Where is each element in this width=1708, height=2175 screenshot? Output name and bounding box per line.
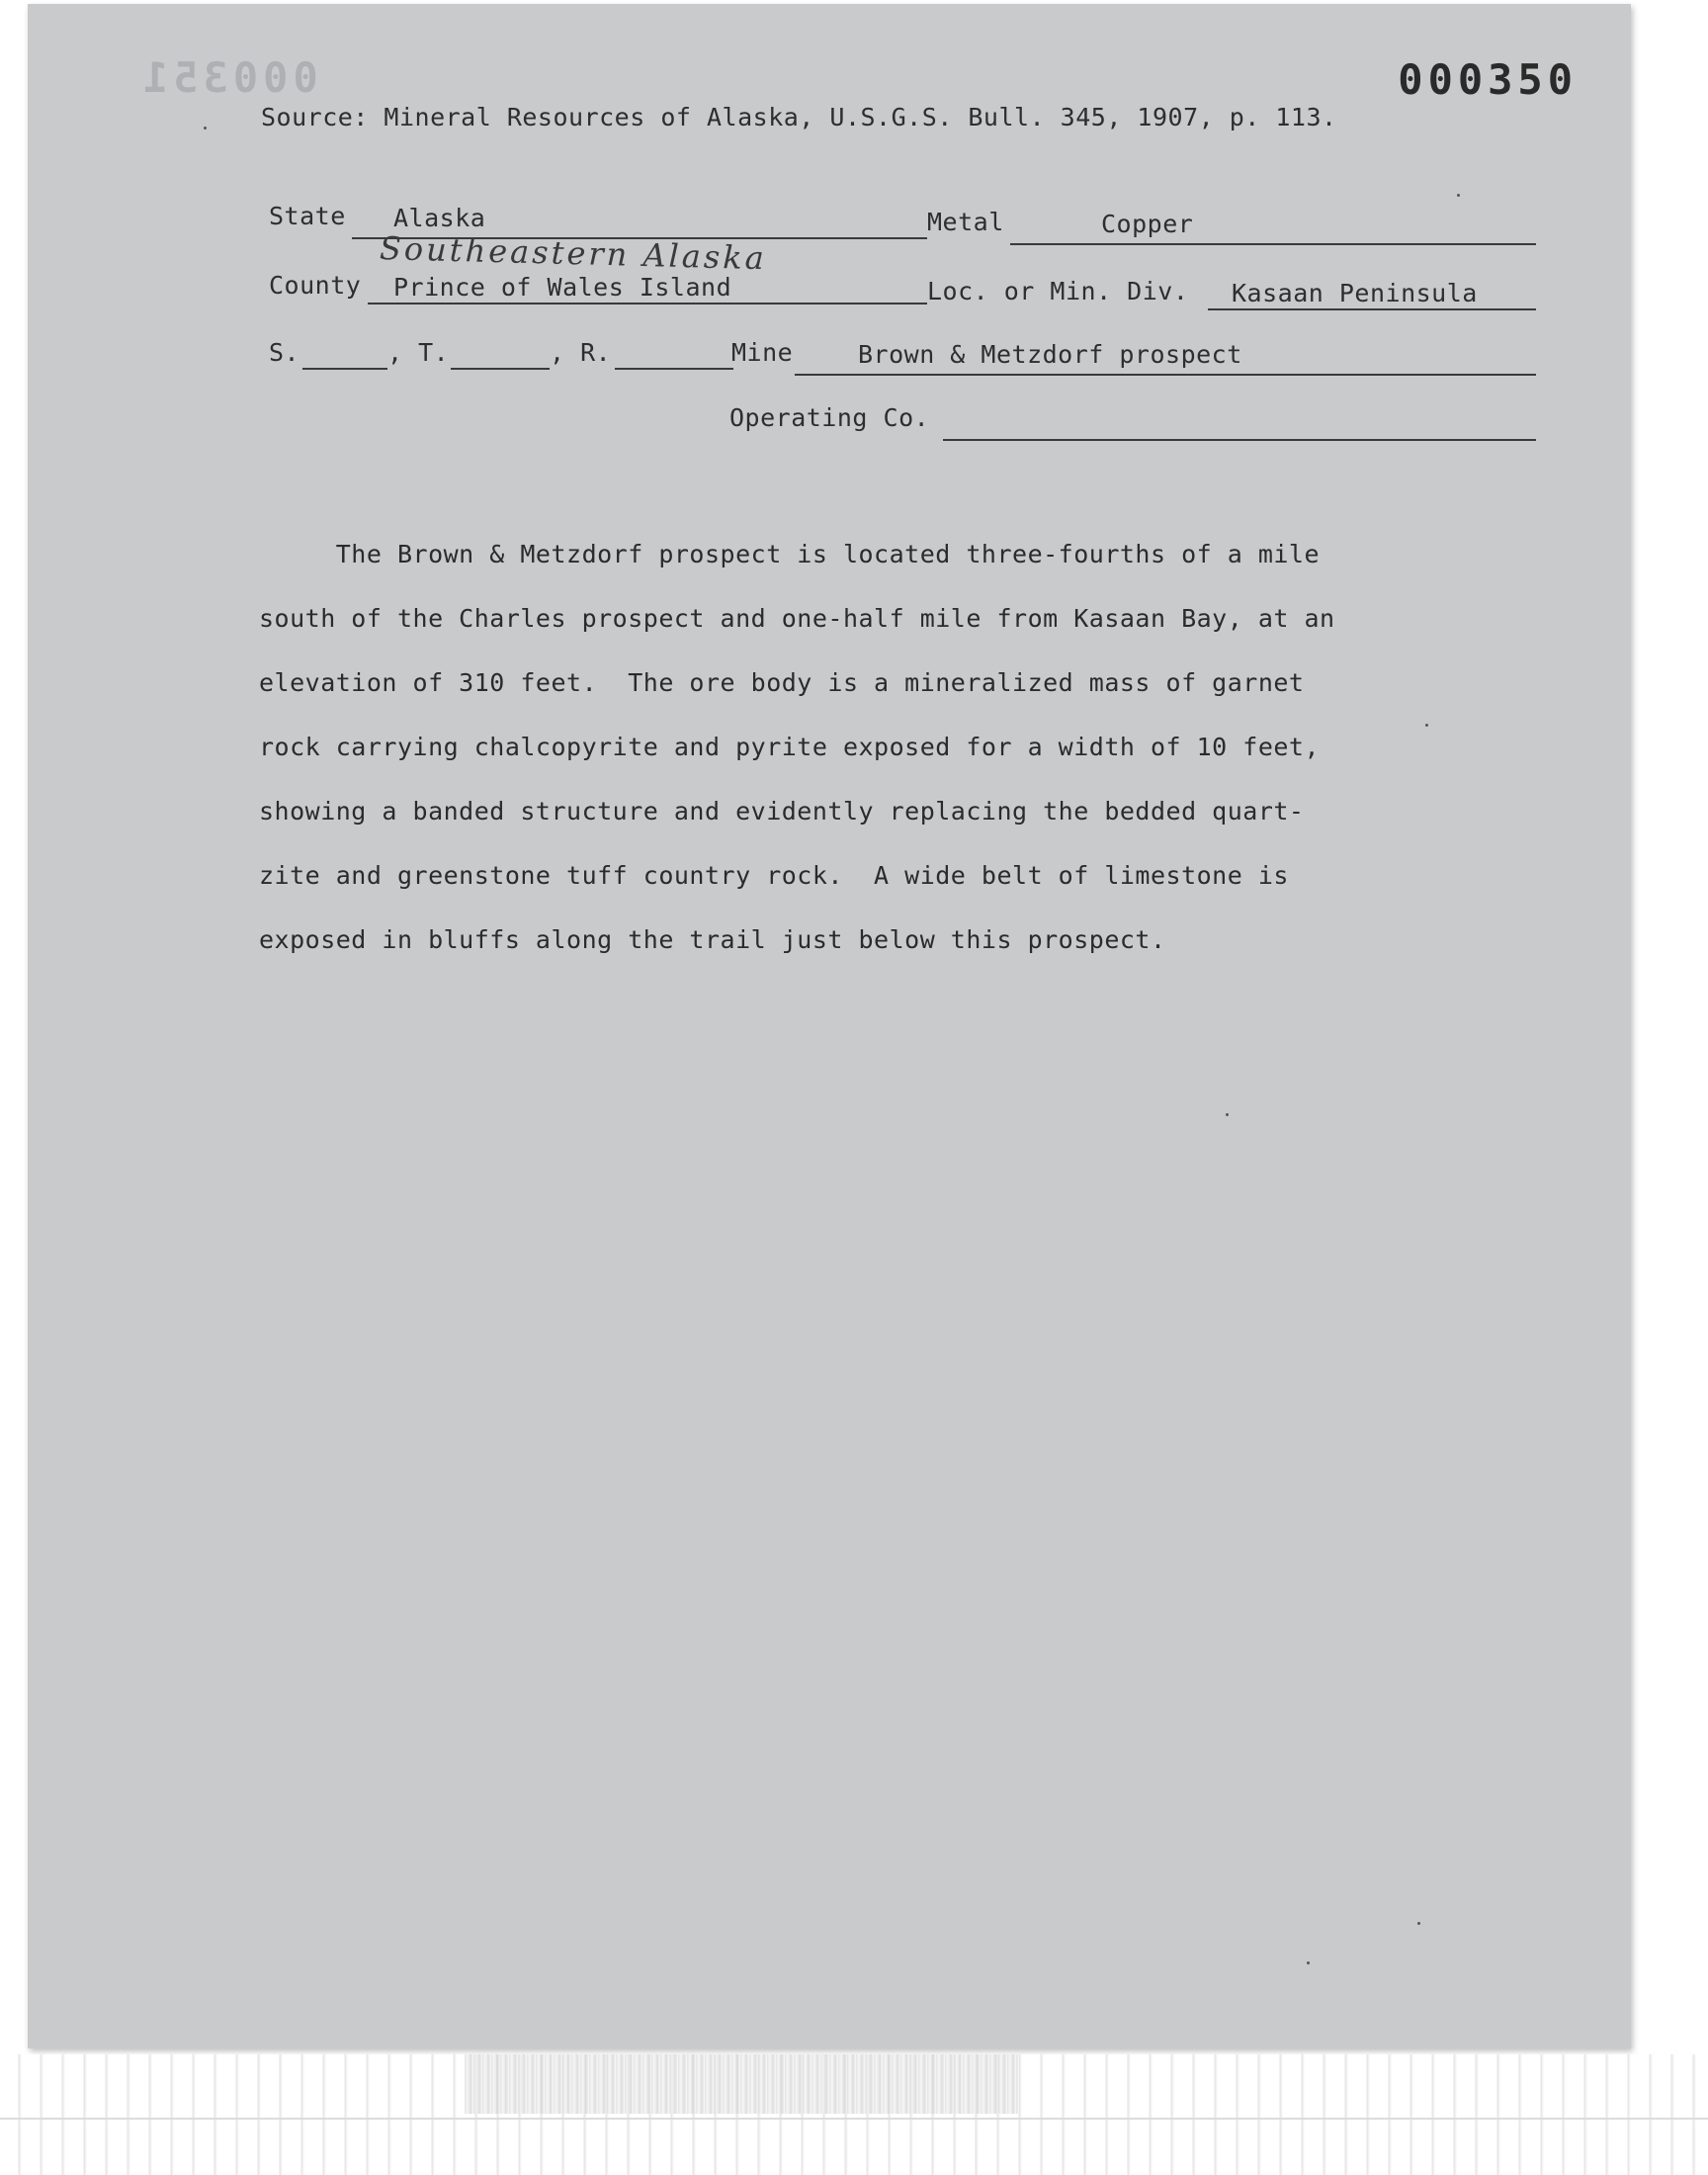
body-line: rock carrying chalcopyrite and pyrite exposed for a width of 10 feet, xyxy=(259,732,1321,761)
township-underline xyxy=(451,368,550,370)
section-label: S. xyxy=(269,338,300,367)
county-underline xyxy=(368,303,927,304)
range-label: , R. xyxy=(550,338,612,367)
loc-value: Kasaan Peninsula xyxy=(1232,279,1478,307)
range-underline xyxy=(615,368,733,370)
scan-speck xyxy=(1425,724,1428,727)
scan-speck xyxy=(1417,1922,1420,1925)
state-label: State xyxy=(269,202,346,230)
scanner-noise xyxy=(465,2054,1018,2114)
body-line: zite and greenstone tuff country rock. A wide belt of limestone is xyxy=(259,860,1289,890)
metal-label: Metal xyxy=(927,208,1004,236)
metal-underline xyxy=(1010,243,1536,245)
scan-speck xyxy=(1457,194,1460,197)
loc-underline xyxy=(1208,308,1536,310)
handwritten-region-note: Southeastern Alaska xyxy=(379,229,768,278)
scan-speck xyxy=(1307,1961,1310,1964)
loc-label: Loc. or Min. Div. xyxy=(927,277,1189,305)
body-line: exposed in bluffs along the trail just below this prospect. xyxy=(259,924,1166,954)
county-label: County xyxy=(269,271,362,300)
scan-speck xyxy=(1226,1113,1229,1116)
body-line: elevation of 310 feet. The ore body is a mineralized mass of garnet xyxy=(259,667,1305,697)
mine-underline xyxy=(795,374,1536,376)
mine-value: Brown & Metzdorf prospect xyxy=(858,340,1242,369)
source-line: Source: Mineral Resources of Alaska, U.S.G.S. Bull. 345, 1907, p. 113. xyxy=(261,103,1337,131)
operating-company-underline xyxy=(943,439,1536,441)
scanner-rule xyxy=(0,2118,1708,2120)
body-line: south of the Charles prospect and one-half mile from Kasaan Bay, at an xyxy=(259,603,1335,633)
body-line: The Brown & Metzdorf prospect is located three-fourths of a mile xyxy=(259,539,1321,568)
prospect-description xyxy=(259,506,1445,989)
bleed-through-number: 000351 xyxy=(138,53,318,102)
township-label: , T. xyxy=(387,338,450,367)
document-page xyxy=(28,4,1631,2048)
operating-company-label: Operating Co. xyxy=(729,403,930,432)
scanner-edge-strip xyxy=(0,2054,1708,2175)
metal-value: Copper xyxy=(1101,210,1194,238)
mine-label: Mine xyxy=(731,338,794,367)
section-underline xyxy=(302,368,387,370)
scan-speck xyxy=(204,127,207,130)
state-value: Alaska xyxy=(393,204,486,232)
body-line: showing a banded structure and evidently replacing the bedded quart- xyxy=(259,796,1305,826)
county-value: Prince of Wales Island xyxy=(393,273,732,302)
document-number: 000350 xyxy=(1398,55,1578,104)
